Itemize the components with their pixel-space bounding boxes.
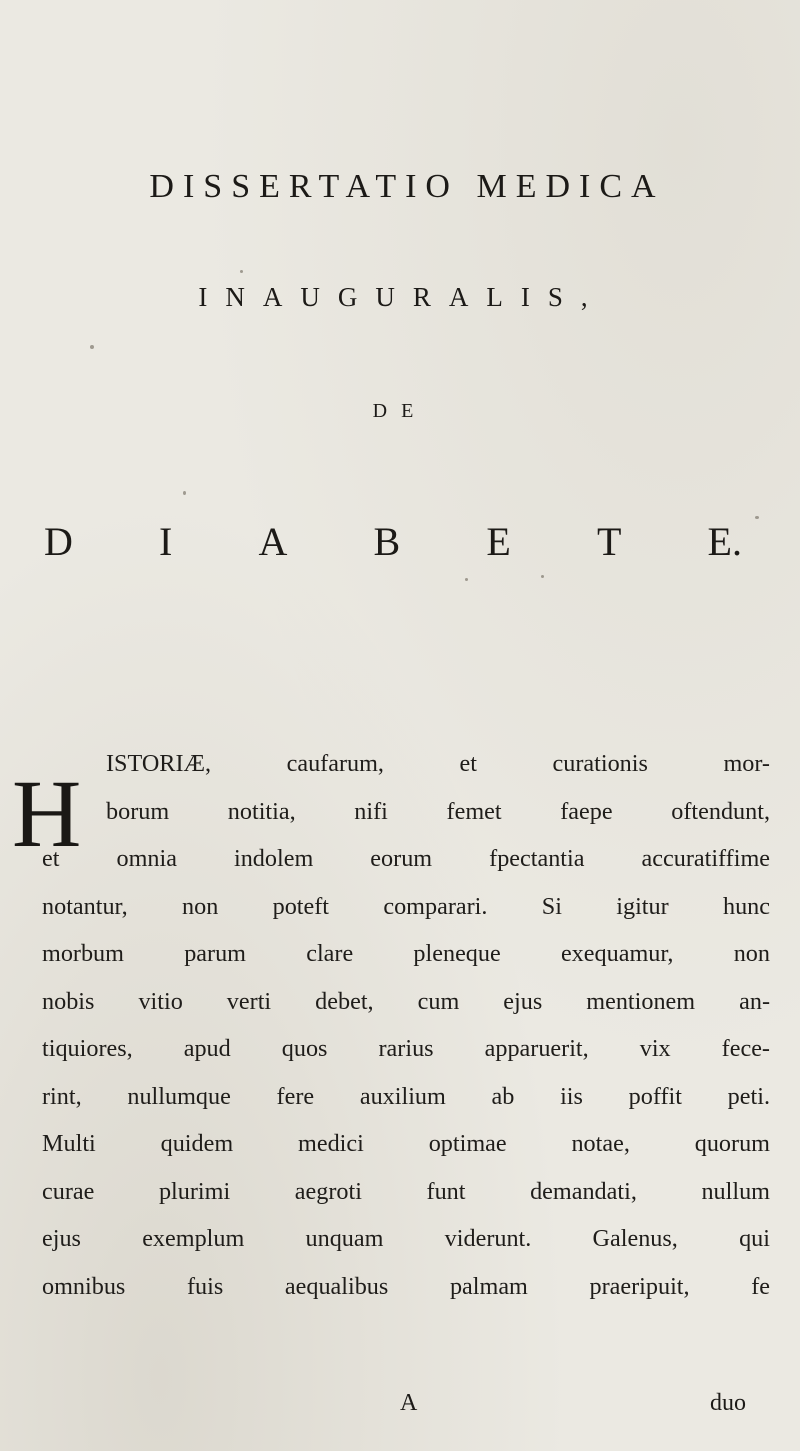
text-line: curae plurimi aegroti funt demandati, nullum: [42, 1177, 770, 1205]
title-letter: I: [159, 519, 173, 564]
signature-mark: A: [400, 1390, 418, 1416]
paper-speck: [183, 491, 186, 495]
title-dissertatio-medica: DISSERTATIO MEDICA: [149, 168, 665, 205]
title-letter: D: [44, 519, 73, 564]
title-letter: B: [373, 519, 401, 564]
paper-speck: [541, 575, 544, 578]
title-letter: E.: [707, 519, 742, 564]
drop-cap: H: [12, 760, 82, 867]
title-de: DE: [372, 400, 428, 422]
title-diabete: [0, 518, 800, 565]
title-letter: T: [596, 519, 622, 564]
text-line: nobis vitio verti debet, cum ejus mentionem an-: [42, 987, 770, 1015]
paper-speck: [755, 516, 759, 519]
paper-speck: [240, 270, 243, 273]
title-inauguralis: INAUGURALIS,: [198, 282, 606, 312]
text-line: rint, nullumque fere auxilium ab iis poffit peti.: [42, 1082, 770, 1110]
text-line: morbum parum clare pleneque exequamur, non: [42, 940, 770, 967]
text-line: tiquiores, apud quos rarius apparuerit, vix fece-: [42, 1035, 770, 1062]
title-letter: A: [258, 519, 288, 564]
paper-speck: [90, 345, 94, 349]
text-line: notantur, non poteft comparari. Si igitur hunc: [42, 892, 770, 920]
paper-speck: [465, 578, 468, 581]
text-line: Multi quidem medici optimae notae, quorum: [42, 1130, 770, 1157]
text-line: omnibus fuis aequalibus palmam praeripuit, fe: [42, 1272, 770, 1300]
text-line: ejus exemplum unquam viderunt. Galenus, qui: [42, 1225, 770, 1252]
catchword: duo: [710, 1390, 746, 1416]
text-line: borum notitia, nifi femet faepe oftendunt,: [106, 797, 770, 825]
text-line: ISTORIÆ, caufarum, et curationis mor-: [106, 750, 770, 777]
title-letter: E: [486, 519, 511, 564]
text-line: et omnia indolem eorum fpectantia accuratiffime: [42, 845, 770, 872]
body-paragraph: [42, 740, 770, 1310]
